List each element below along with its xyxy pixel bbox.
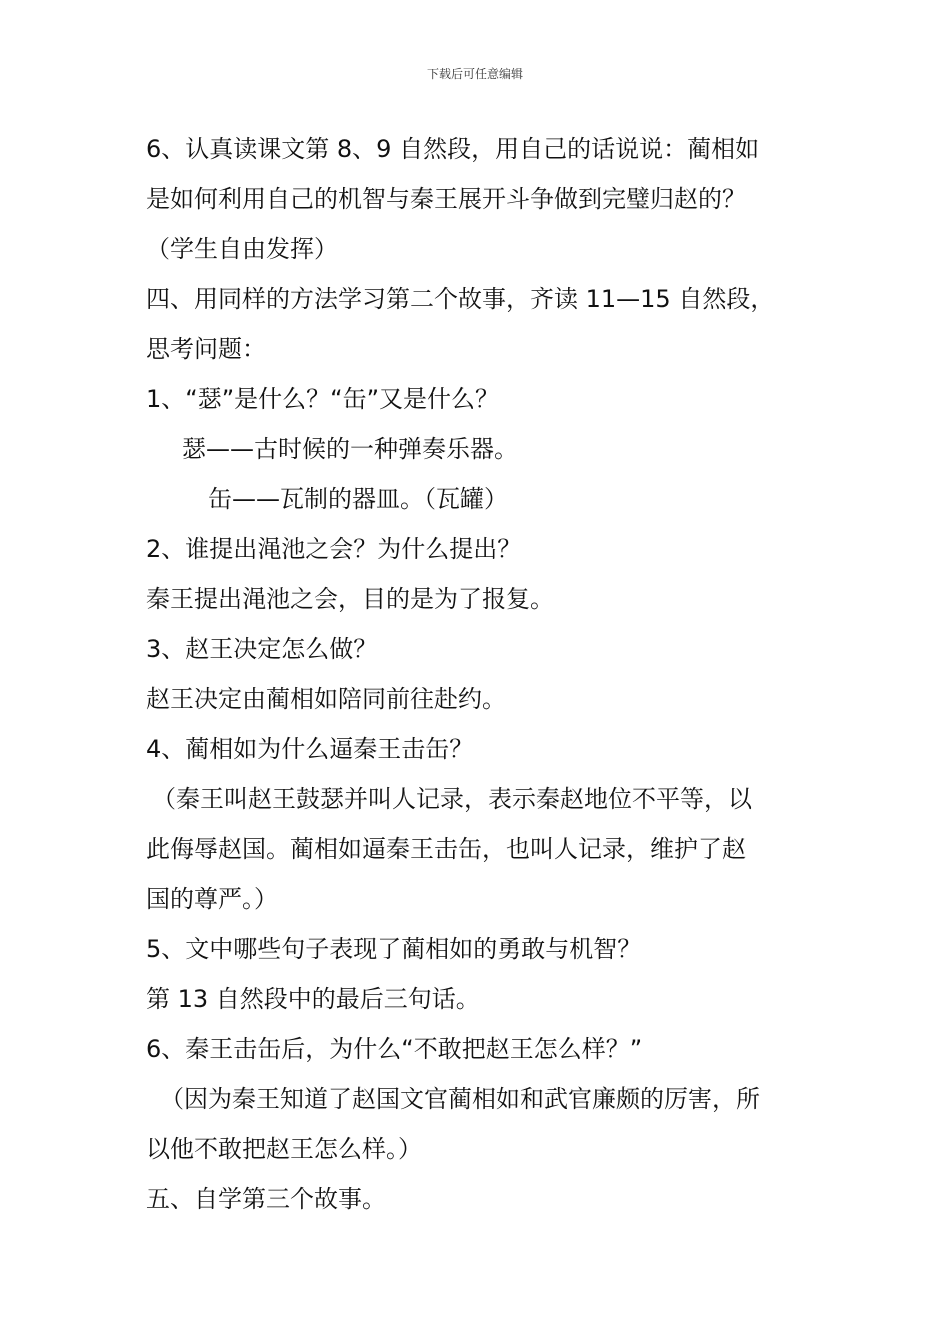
answer-line: 缶——瓦制的器皿。（瓦罐）: [208, 485, 508, 513]
document-body: [146, 124, 826, 1224]
text-line: 6、认真读课文第 8、9 自然段，用自己的话说说：蔺相如: [146, 135, 760, 163]
question-line: 6、秦王击缶后，为什么“不敢把赵王怎么样？”: [146, 1035, 643, 1063]
question-line: 4、蔺相如为什么逼秦王击缶？: [146, 735, 474, 763]
answer-line: （因为秦王知道了赵国文官蔺相如和武官廉颇的厉害，所: [160, 1085, 760, 1113]
answer-line: 以他不敢把赵王怎么样。）: [146, 1135, 422, 1163]
answer-line: 国的尊严。）: [146, 885, 278, 913]
answer-line: 赵王决定由蔺相如陪同前往赴约。: [146, 685, 506, 713]
question-line: 1、“瑟”是什么？“缶”又是什么？: [146, 385, 500, 413]
text-line: 四、用同样的方法学习第二个故事，齐读 11—15 自然段，: [146, 285, 775, 313]
section-heading: 五、自学第三个故事。: [146, 1185, 386, 1213]
answer-line: 瑟——古时候的一种弹奏乐器。: [182, 435, 518, 463]
text-line: 是如何利用自己的机智与秦王展开斗争做到完璧归赵的？: [146, 185, 746, 213]
question-line: 3、赵王决定怎么做？: [146, 635, 378, 663]
page-header: 下载后可任意编辑: [426, 67, 523, 81]
answer-line: 此侮辱赵国。蔺相如逼秦王击缶，也叫人记录，维护了赵: [146, 835, 746, 863]
answer-line: 秦王提出渑池之会，目的是为了报复。: [146, 585, 554, 613]
answer-line: （秦王叫赵王鼓瑟并叫人记录，表示秦赵地位不平等，以: [152, 785, 752, 813]
text-line: （学生自由发挥）: [146, 235, 338, 263]
answer-line: 第 13 自然段中的最后三句话。: [146, 985, 480, 1013]
text-line: 思考问题：: [146, 335, 266, 363]
question-line: 2、谁提出渑池之会？为什么提出？: [146, 535, 522, 563]
question-line: 5、文中哪些句子表现了蔺相如的勇敢与机智？: [146, 935, 642, 963]
